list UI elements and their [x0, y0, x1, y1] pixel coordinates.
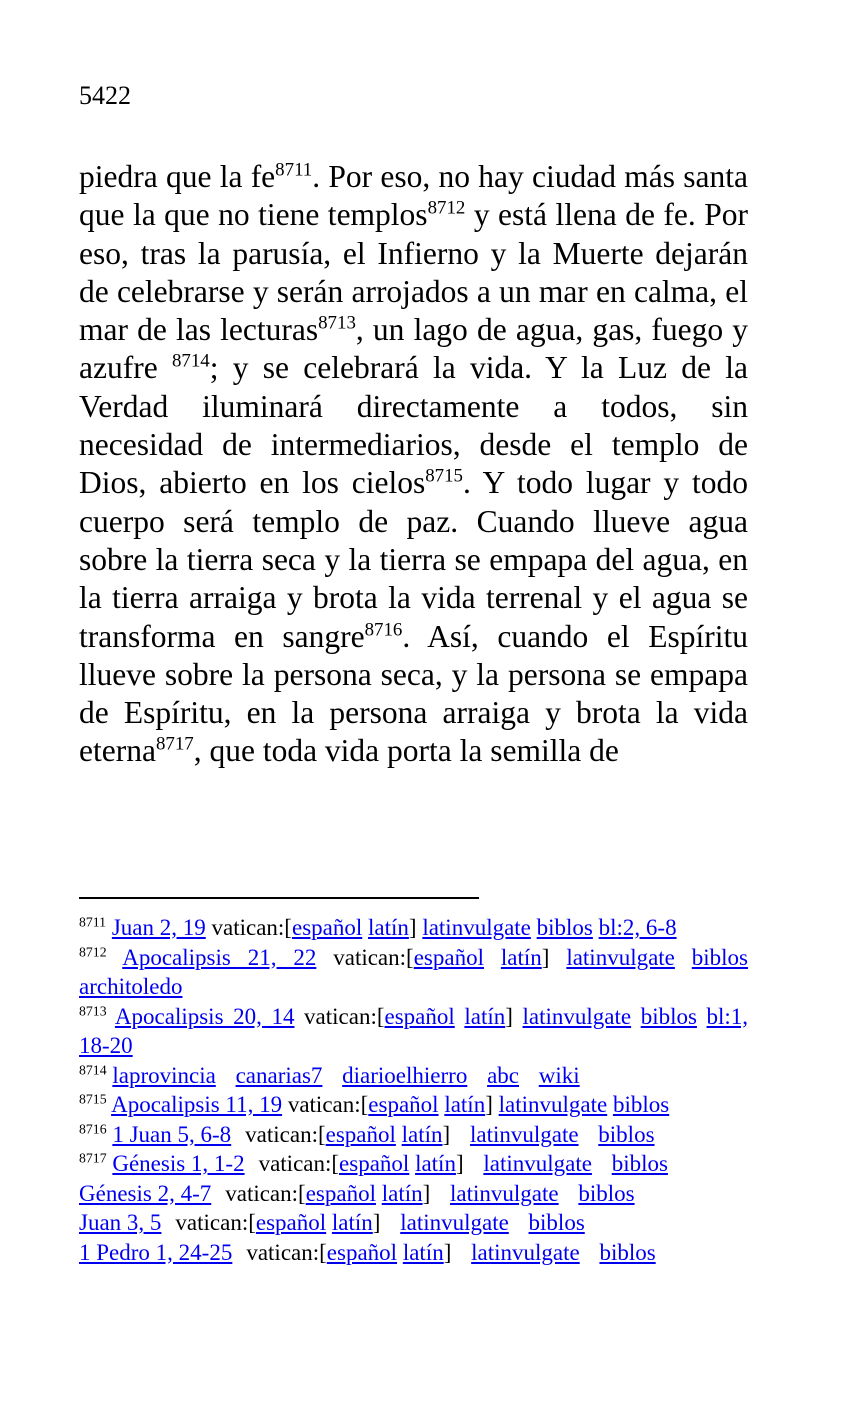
bible-reference-link[interactable]: Apocalipsis 20, 14 [114, 1003, 295, 1029]
latin-link[interactable]: latín [381, 1180, 423, 1206]
footnote-marker[interactable]: 8716 [364, 619, 403, 641]
bible-reference-link[interactable]: Génesis 2, 4-7 [79, 1180, 212, 1206]
bracket-close: ] [505, 1003, 513, 1029]
footnotes-section [79, 913, 748, 1267]
biblos-link[interactable]: biblos [612, 1092, 670, 1117]
latinvulgate-link[interactable]: latinvulgate [471, 1239, 580, 1265]
bible-reference-link[interactable]: Apocalipsis 11, 19 [111, 1092, 283, 1117]
spanish-link[interactable]: español [325, 1121, 396, 1147]
footnote-marker[interactable]: 8714 [171, 350, 210, 372]
body-text-segment: piedra que la fe [79, 159, 276, 194]
footnote-number: 8712 [79, 943, 107, 959]
bracket-close: ] [372, 1210, 381, 1235]
bracket-close: ] [442, 1121, 451, 1147]
footnote-number: 8716 [79, 1120, 107, 1136]
latinvulgate-link[interactable]: latinvulgate [483, 1151, 592, 1176]
bl-link[interactable]: bl:2, 6-8 [598, 915, 677, 940]
footnote-line [79, 1149, 748, 1179]
footnote-number: 8715 [79, 1091, 107, 1107]
bible-reference-link[interactable]: Apocalipsis 21, 22 [122, 944, 317, 970]
vatican-label: vatican:[ [258, 1151, 340, 1176]
bible-reference-link[interactable]: 1 Juan 5, 6-8 [112, 1121, 232, 1147]
vatican-label: vatican:[ [246, 1239, 327, 1265]
footnote-number: 8711 [79, 914, 107, 930]
vatican-label: vatican:[ [245, 1121, 326, 1147]
footnote-line [79, 1208, 748, 1238]
body-text-segment: , un lago de agua, gas, fuego y azufre [79, 312, 748, 386]
biblos-link[interactable]: biblos [599, 1239, 656, 1265]
latinvulgate-link[interactable]: latinvulgate [450, 1180, 559, 1206]
canarias7-link[interactable]: canarias7 [235, 1062, 323, 1088]
bible-reference-link[interactable]: Juan 2, 19 [111, 915, 206, 940]
latinvulgate-link[interactable]: latinvulgate [400, 1210, 509, 1235]
bible-reference-link[interactable]: 1 Pedro 1, 24-25 [79, 1239, 233, 1265]
spanish-link[interactable]: español [368, 1092, 439, 1117]
bible-reference-link[interactable]: Juan 3, 5 [79, 1210, 162, 1235]
footnote-8717 [79, 1149, 748, 1267]
footnote-marker[interactable]: 8711 [275, 159, 313, 181]
vatican-label: vatican:[ [287, 1092, 369, 1117]
latinvulgate-link[interactable]: latinvulgate [498, 1092, 608, 1117]
spanish-link[interactable]: español [339, 1151, 410, 1176]
footnote-separator [79, 897, 479, 899]
footnote-8716 [79, 1120, 748, 1150]
body-paragraph [79, 158, 748, 771]
footnote-marker[interactable]: 8715 [425, 465, 463, 487]
biblos-link[interactable]: biblos [578, 1180, 635, 1206]
latinvulgate-link[interactable]: latinvulgate [422, 915, 531, 940]
latin-link[interactable]: latín [368, 915, 409, 940]
body-text-segment: . Y todo lugar y todo cuerpo será templo de paz. Cuando llueve agua sobre la tierra seca y la tierra se empapa del agua, en la tierra arraiga y brota la vida terrenal y el agua se transforma en sangre [79, 465, 748, 654]
latin-link[interactable]: latín [500, 944, 542, 970]
footnote-8711 [79, 913, 748, 943]
footnote-8715 [79, 1090, 748, 1120]
spanish-link[interactable]: español [413, 944, 484, 970]
footnote-number: 8717 [79, 1150, 107, 1166]
body-text-segment: y está llena de fe. Por eso, tras la parusía, el Infierno y la Muerte dejarán de celebrarse y serán arrojados a un mar en calma, el mar de las lecturas [79, 197, 748, 348]
latinvulgate-link[interactable]: latinvulgate [522, 1003, 632, 1029]
footnote-marker[interactable]: 8717 [155, 733, 194, 755]
vatican-label: vatican:[ [211, 915, 292, 940]
latinvulgate-link[interactable]: latinvulgate [469, 1121, 579, 1147]
vatican-label: vatican:[ [304, 1003, 385, 1029]
spanish-link[interactable]: español [384, 1003, 455, 1029]
bracket-close: ] [455, 1151, 464, 1176]
body-text-segment: . Así, cuando el Espíritu llueve sobre la persona seca, y la persona se empapa de Espíritu, en la persona arraiga y brota la vida eterna [79, 618, 748, 769]
body-text-segment: ; y se celebrará la vida. Y la Luz de la Verdad iluminará directamente a todos, sin necesidad de intermediarios, desde el templo de Dios, abierto en los cielos [79, 350, 748, 501]
body-text-segment: , que toda vida porta la semilla de [193, 733, 619, 769]
footnote-8712 [79, 943, 748, 1002]
biblos-link[interactable]: biblos [598, 1121, 655, 1147]
abc-link[interactable]: abc [487, 1062, 519, 1088]
vatican-label: vatican:[ [225, 1180, 306, 1206]
diarioelhierro-link[interactable]: diarioelhierro [342, 1062, 468, 1088]
bl-link[interactable]: bl:1, 18-20 [79, 1003, 749, 1058]
biblos-link[interactable]: biblos [691, 944, 749, 970]
latin-link[interactable]: latín [401, 1121, 443, 1147]
footnote-line [79, 1238, 748, 1268]
bracket-close: ] [422, 1180, 431, 1206]
footnote-marker[interactable]: 8712 [427, 197, 466, 219]
footnote-line [79, 1179, 748, 1209]
biblos-link[interactable]: biblos [640, 1003, 697, 1029]
latin-link[interactable]: latín [402, 1239, 444, 1265]
laprovincia-link[interactable]: laprovincia [112, 1062, 216, 1088]
bracket-close: ] [541, 944, 550, 970]
latinvulgate-link[interactable]: latinvulgate [566, 944, 675, 970]
spanish-link[interactable]: español [255, 1210, 327, 1235]
latin-link[interactable]: latín [444, 1092, 486, 1117]
wiki-link[interactable]: wiki [538, 1062, 580, 1088]
biblos-link[interactable]: biblos [611, 1151, 668, 1176]
vatican-label: vatican:[ [175, 1210, 256, 1235]
spanish-link[interactable]: español [326, 1239, 398, 1265]
footnote-8713 [79, 1002, 748, 1061]
footnote-number: 8713 [79, 1002, 107, 1018]
footnote-marker[interactable]: 8713 [318, 312, 356, 334]
body-text-segment: . Por eso, no hay ciudad más santa que la que no tiene templos [79, 159, 748, 233]
vatican-label: vatican:[ [333, 944, 414, 970]
biblos-link[interactable]: biblos [528, 1210, 585, 1235]
bracket-close: ] [485, 1092, 493, 1117]
bible-reference-link[interactable]: Génesis 1, 1-2 [112, 1151, 245, 1176]
spanish-link[interactable]: español [305, 1180, 376, 1206]
architoledo-link[interactable]: architoledo [79, 974, 183, 999]
latin-link[interactable]: latín [415, 1151, 456, 1176]
page-number: 5422 [79, 81, 131, 110]
footnote-8714 [79, 1061, 748, 1091]
footnote-number: 8714 [79, 1061, 107, 1077]
biblos-link[interactable]: biblos [536, 915, 593, 940]
latin-link[interactable]: latín [464, 1003, 506, 1029]
bracket-close: ] [408, 915, 417, 940]
latin-link[interactable]: latín [331, 1210, 373, 1235]
spanish-link[interactable]: español [291, 915, 363, 940]
bracket-close: ] [443, 1239, 452, 1265]
